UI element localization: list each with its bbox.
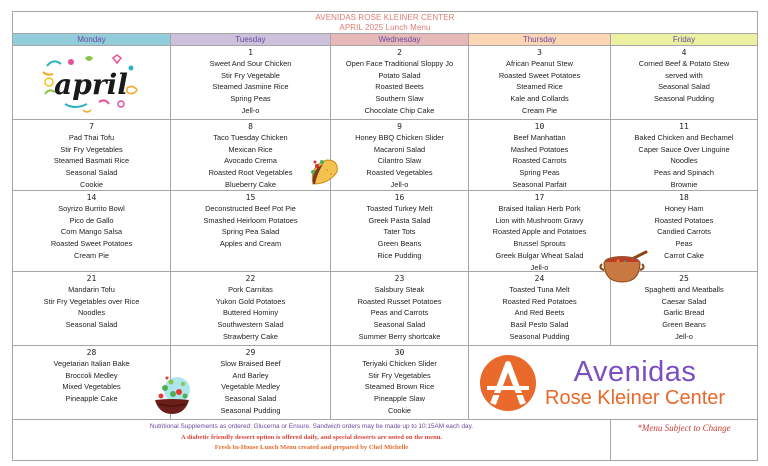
menu-item: Peas xyxy=(675,239,693,249)
menu-item: Cookie xyxy=(79,179,103,189)
menu-item: And Barley xyxy=(232,370,269,380)
menu-item: Kale and Collards xyxy=(510,94,569,104)
menu-subject-to-change: *Menu Subject to Change xyxy=(637,423,731,433)
day-cell-17 xyxy=(469,191,611,272)
menu-item: Greek Pasta Salad xyxy=(368,215,431,225)
day-cell-21 xyxy=(13,272,171,346)
day-number: 29 xyxy=(245,348,256,357)
menu-item: Greek Bulgar Wheat Salad xyxy=(495,250,584,260)
logo-line-avenidas: Avenidas xyxy=(573,356,697,388)
week-row-5 xyxy=(13,346,757,420)
day-number: 22 xyxy=(245,274,256,283)
menu-item: Stir Fry Vegetables xyxy=(368,370,431,380)
menu-item: Seasonal Salad xyxy=(65,320,118,330)
logo-cell xyxy=(469,346,757,420)
menu-item: Stir Fry Vegetables xyxy=(60,144,123,154)
menu-item: Baked Chicken and Bechamel xyxy=(634,133,734,142)
supplements-note: Nutritional Supplements as ordered: Glucerna or Ensure. Sandwich orders may be made up to 10:15AM each day. xyxy=(149,423,474,430)
day-header-monday: Monday xyxy=(13,34,171,46)
menu-item: Macaroni Salad xyxy=(373,144,426,154)
menu-item: Carrot Cake xyxy=(664,250,704,260)
menu-item: Seasonal Salad xyxy=(658,82,710,92)
menu-header xyxy=(13,12,757,34)
day-cell-22 xyxy=(171,272,331,346)
menu-item: Jell-o xyxy=(390,179,409,189)
menu-item: Yukon Gold Potatoes xyxy=(215,296,286,306)
logo-line-rose-kleiner-center: Rose Kleiner Center xyxy=(545,387,726,409)
day-number: 4 xyxy=(681,48,687,57)
day-number: 25 xyxy=(679,274,689,283)
menu-item: Mexican Rice xyxy=(228,144,273,154)
day-cell-14 xyxy=(13,191,171,272)
menu-item: Candied Carrots xyxy=(657,227,711,237)
day-cell-30 xyxy=(331,346,469,420)
menu-item: Roasted Sweet Potatoes xyxy=(498,70,581,80)
avenidas-a-mark-icon xyxy=(479,354,537,412)
menu-item: Noodles xyxy=(77,308,106,318)
menu-item: Mixed Vegetables xyxy=(62,382,121,392)
menu-item: Cookie xyxy=(387,405,411,415)
menu-item: Southern Slaw xyxy=(375,94,424,104)
menu-item: Pineapple Slaw xyxy=(374,394,425,404)
menu-item: Steamed Rice xyxy=(516,82,563,92)
menu-item: Avocado Crema xyxy=(224,156,277,166)
menu-item: Pineapple Cake xyxy=(65,394,118,404)
menu-item: Mashed Potatoes xyxy=(510,144,569,154)
day-number: 10 xyxy=(534,122,545,131)
menu-item: Tater Tots xyxy=(383,227,416,237)
menu-item: Basil Pesto Salad xyxy=(510,320,569,330)
menu-item: Corned Beef & Potato Stew xyxy=(638,59,730,68)
menu-item: Brownie xyxy=(670,179,698,189)
menu-item: Salsbury Steak xyxy=(374,285,425,294)
menu-item: Southwestern Salad xyxy=(217,320,284,330)
day-cell-29 xyxy=(171,346,331,420)
menu-item: Green Beans xyxy=(377,239,422,249)
footer-notes xyxy=(13,420,757,460)
menu-item: Spring Pea Salad xyxy=(221,227,280,237)
menu-item: Steamed Basmati Rice xyxy=(53,156,130,166)
day-cell-7 xyxy=(13,120,171,191)
menu-item: Beef Manhattan xyxy=(513,133,566,142)
menu-item: Mandarin Tofu xyxy=(68,285,115,294)
day-number: 15 xyxy=(245,193,256,202)
menu-item: Taco Tuesday Chicken xyxy=(213,133,288,142)
stew-pot-icon xyxy=(598,250,648,286)
day-number: 28 xyxy=(86,348,97,357)
org-name: AVENIDAS ROSE KLEINER CENTER xyxy=(315,13,455,22)
menu-item: Roasted Sweet Potatoes xyxy=(50,239,133,249)
menu-item: Honey Ham xyxy=(664,204,704,213)
menu-item: Cream Pie xyxy=(522,105,557,115)
menu-item: Apples and Cream xyxy=(219,239,282,249)
avenidas-logo xyxy=(479,352,754,414)
menu-item: Open Face Traditional Sloppy Jo xyxy=(345,59,454,68)
menu-item: Jell-o xyxy=(530,262,549,272)
menu-item: Pork Carnitas xyxy=(228,285,273,294)
day-number: 18 xyxy=(679,193,689,202)
menu-item: Roasted Beets xyxy=(375,82,424,92)
day-cell-3 xyxy=(469,46,611,120)
day-number: 14 xyxy=(86,193,97,202)
day-cell-1 xyxy=(171,46,331,120)
day-number: 1 xyxy=(248,48,253,57)
menu-item: Soyrizo Burrito Bowl xyxy=(58,204,125,213)
day-header-wednesday: Wednesday xyxy=(331,34,469,46)
day-number: 3 xyxy=(537,48,542,57)
week-row-1 xyxy=(13,46,757,120)
menu-item: Smashed Heirloom Potatoes xyxy=(203,215,298,225)
menu-item: Vegetarian Italian Bake xyxy=(53,359,130,368)
menu-item: Caesar Salad xyxy=(661,296,707,306)
menu-item: Spring Peas xyxy=(519,168,560,178)
menu-item: Peas and Carrots xyxy=(370,308,429,318)
menu-item: Roasted Root Vegetables xyxy=(208,168,293,178)
day-number: 9 xyxy=(397,122,402,131)
menu-item: Pico de Gallo xyxy=(69,215,114,225)
menu-title: APRIL 2025 Lunch Menu xyxy=(339,23,431,32)
day-cell-23 xyxy=(331,272,469,346)
menu-item: Buttered Hominy xyxy=(222,308,279,318)
day-cell-11 xyxy=(611,120,757,191)
menu-item: Deconstructed Beef Pot Pie xyxy=(205,204,296,213)
day-header-row xyxy=(13,34,757,46)
menu-item: Toasted Turkey Melt xyxy=(366,204,433,213)
menu-item: Strawberry Cake xyxy=(222,331,279,341)
day-number: 24 xyxy=(534,274,545,283)
day-number: 23 xyxy=(394,274,405,283)
day-cell-16 xyxy=(331,191,469,272)
menu-item: African Peanut Stew xyxy=(506,59,573,68)
menu-item: Roasted Apple and Potatoes xyxy=(492,227,587,237)
menu-item: Potato Salad xyxy=(378,70,421,80)
day-number: 11 xyxy=(679,122,689,131)
menu-item: Spring Peas xyxy=(230,94,271,104)
day-cell-28 xyxy=(13,346,171,420)
april-lettering-icon xyxy=(35,52,147,114)
menu-item: Roasted Russet Potatoes xyxy=(357,296,442,306)
menu-item: Green Beans xyxy=(662,320,706,330)
day-header-thursday: Thursday xyxy=(469,34,611,46)
menu-item: Lion with Mushroom Gravy xyxy=(495,215,584,225)
menu-item: Seasonal Salad xyxy=(65,168,118,178)
menu-sheet xyxy=(12,11,758,461)
svg-text:april: april xyxy=(54,68,128,101)
chef-credit-note: Fresh In-House Lunch Menu created and prepared by Chef Michelle xyxy=(214,444,409,451)
menu-item: Toasted Tuna Melt xyxy=(509,285,570,294)
day-number: 17 xyxy=(534,193,545,202)
day-cell-24 xyxy=(469,272,611,346)
menu-item: Braised Italian Herb Pork xyxy=(498,204,581,213)
menu-item: served with xyxy=(665,70,703,80)
footer-notes-left xyxy=(13,420,611,460)
menu-item: Steamed Jasmine Rice xyxy=(212,82,289,92)
menu-item: Stir Fry Vegetable xyxy=(221,70,280,80)
day-cell-15 xyxy=(171,191,331,272)
menu-item: Seasonal Parfait xyxy=(512,179,567,189)
menu-item: Honey BBQ Chicken Slider xyxy=(355,133,444,142)
menu-item: Seasonal Salad xyxy=(224,394,277,404)
day-cell-8 xyxy=(171,120,331,191)
menu-item: And Red Beets xyxy=(514,308,565,318)
menu-item: Seasonal Salad xyxy=(373,320,426,330)
day-cell-9 xyxy=(331,120,469,191)
menu-item: Seasonal Pudding xyxy=(220,405,281,415)
menu-item: Cilantro Slaw xyxy=(377,156,422,166)
menu-item: Roasted Carrots xyxy=(512,156,567,166)
menu-item: Roasted Red Potatoes xyxy=(502,296,577,306)
menu-item: Jell-o xyxy=(241,105,260,115)
day-number: 21 xyxy=(86,274,97,283)
menu-item: Steamed Brown Rice xyxy=(364,382,435,392)
menu-item: Corn Mango Salsa xyxy=(60,227,123,237)
menu-item: Seasonal Pudding xyxy=(509,331,570,341)
menu-item: Summer Berry shortcake xyxy=(358,331,441,341)
menu-item: Pad Thai Tofu xyxy=(68,133,115,142)
menu-item: Spaghetti and Meatballs xyxy=(644,285,724,294)
menu-item: Noodles xyxy=(670,156,698,166)
day-header-friday: Friday xyxy=(611,34,757,46)
menu-item: Stir Fry Vegetables over Rice xyxy=(43,296,140,306)
menu-item: Broccoli Medley xyxy=(65,370,118,380)
menu-item: Sweet And Sour Chicken xyxy=(209,59,292,68)
menu-item: Teriyaki Chicken Slider xyxy=(362,359,437,368)
menu-item: Rice Pudding xyxy=(377,250,422,260)
diabetic-dessert-note: A diabetic friendly dessert option is offered daily, and special desserts are noted on the menu. xyxy=(180,433,443,441)
day-number: 16 xyxy=(394,193,405,202)
menu-item: Jell-o xyxy=(675,331,693,341)
menu-item: Roasted Potatoes xyxy=(654,215,714,225)
day-number: 8 xyxy=(248,122,253,131)
menu-item: Slow Braised Beef xyxy=(220,359,281,368)
menu-item: Garlic Bread xyxy=(663,308,705,318)
day-number: 2 xyxy=(397,48,402,57)
menu-item: Vegetable Medley xyxy=(221,382,280,392)
day-cell-2 xyxy=(331,46,469,120)
week-row-2 xyxy=(13,120,757,191)
day-cell-4 xyxy=(611,46,757,120)
day-cell-empty xyxy=(13,46,171,120)
menu-item: Cream Pie xyxy=(74,250,109,260)
menu-item: Roasted Vegetables xyxy=(366,168,433,178)
menu-item: Peas and Spinach xyxy=(654,168,714,178)
day-number: 7 xyxy=(89,122,94,131)
menu-item: Caper Sauce Over Linguine xyxy=(638,144,730,154)
menu-item: Seasonal Pudding xyxy=(654,94,714,104)
menu-item: Brussel Sprouts xyxy=(513,239,566,249)
menu-item: Blueberry Cake xyxy=(225,179,276,189)
day-number: 30 xyxy=(394,348,405,357)
day-header-tuesday: Tuesday xyxy=(171,34,331,46)
day-cell-10 xyxy=(469,120,611,191)
menu-item: Chocolate Chip Cake xyxy=(364,105,435,115)
